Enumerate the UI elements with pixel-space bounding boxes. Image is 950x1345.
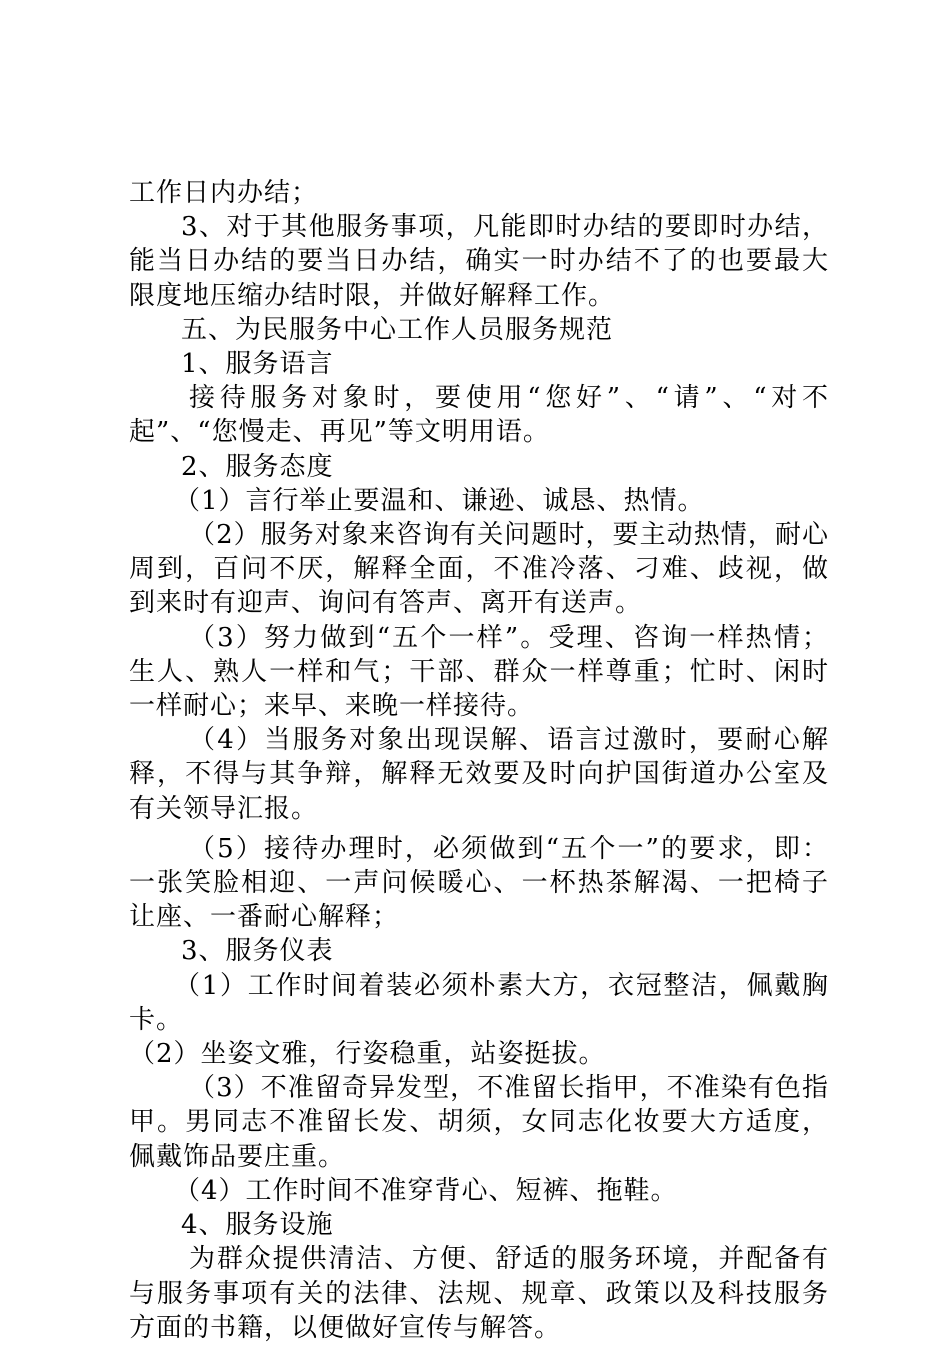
paragraph-attitude-3: （3）努力做到“五个一样”。受理、咨询一样热情；生人、熟人一样和气；干部、群众一样尊重；忙时、闲时一样耐心；来早、来晚一样接待。 [129, 622, 829, 722]
subheading-service-facilities: 4、服务设施 [181, 1210, 334, 1241]
paragraph-attitude-4: （4）当服务对象出现误解、语言过激时，要耐心解释，不得与其争辩，解释无效要及时向护国街道办公室及有关领导汇报。 [129, 725, 829, 824]
subheading-service-attitude: 2、服务态度 [181, 451, 334, 482]
paragraph-attitude-1: （1）言行举止要温和、谦逊、诚恳、热情。 [174, 485, 705, 516]
paragraph-appearance-3: （3）不准留奇异发型，不准留长指甲，不准染有色指甲。男同志不准留长发、胡须，女同志化妆要大方适度，佩戴饰品要庄重。 [129, 1073, 829, 1172]
document-body [129, 176, 829, 1345]
paragraph-appearance-4: （4）工作时间不准穿背心、短裤、拖鞋。 [174, 1175, 678, 1206]
paragraph-attitude-2: （2）服务对象来咨询有关问题时，要主动热情，耐心周到，百问不厌，解释全面，不准冷落、刁难、歧视，做到来时有迎声、询问有答声、离开有送声。 [129, 520, 829, 619]
paragraph-appearance-1: （1）工作时间着装必须朴素大方，衣冠整洁，佩戴胸卡。 [129, 970, 829, 1035]
paragraph-item-3: 3、对于其他服务事项，凡能即时办结的要即时办结，能当日办结的要当日办结，确实一时办结不了的也要最大限度地压缩办结时限，并做好解释工作。 [129, 212, 829, 311]
paragraph-continuation: 工作日内办结； [129, 178, 319, 208]
subheading-service-language: 1、服务语言 [181, 349, 334, 380]
subheading-service-appearance: 3、服务仪表 [181, 936, 334, 967]
paragraph-service-facilities: 为群众提供清洁、方便、舒适的服务环境，并配备有与服务事项有关的法律、法规、规章、政策以及科技服务方面的书籍，以便做好宣传与解答。 [129, 1244, 829, 1343]
section-heading-five: 五、为民服务中心工作人员服务规范 [181, 314, 614, 345]
paragraph-appearance-2: （2）坐姿文雅，行姿稳重，站姿挺拔。 [129, 1039, 606, 1070]
paragraph-attitude-5: （5）接待办理时，必须做到“五个一”的要求，即：一张笑脸相迎、一声问候暖心、一杯热茶解渴、一把椅子让座、一番耐心解释； [129, 833, 829, 933]
paragraph-service-language: 接待服务对象时，要使用“您好”、“请”、“对不起”、“您慢走、再见”等文明用语。 [129, 383, 829, 448]
